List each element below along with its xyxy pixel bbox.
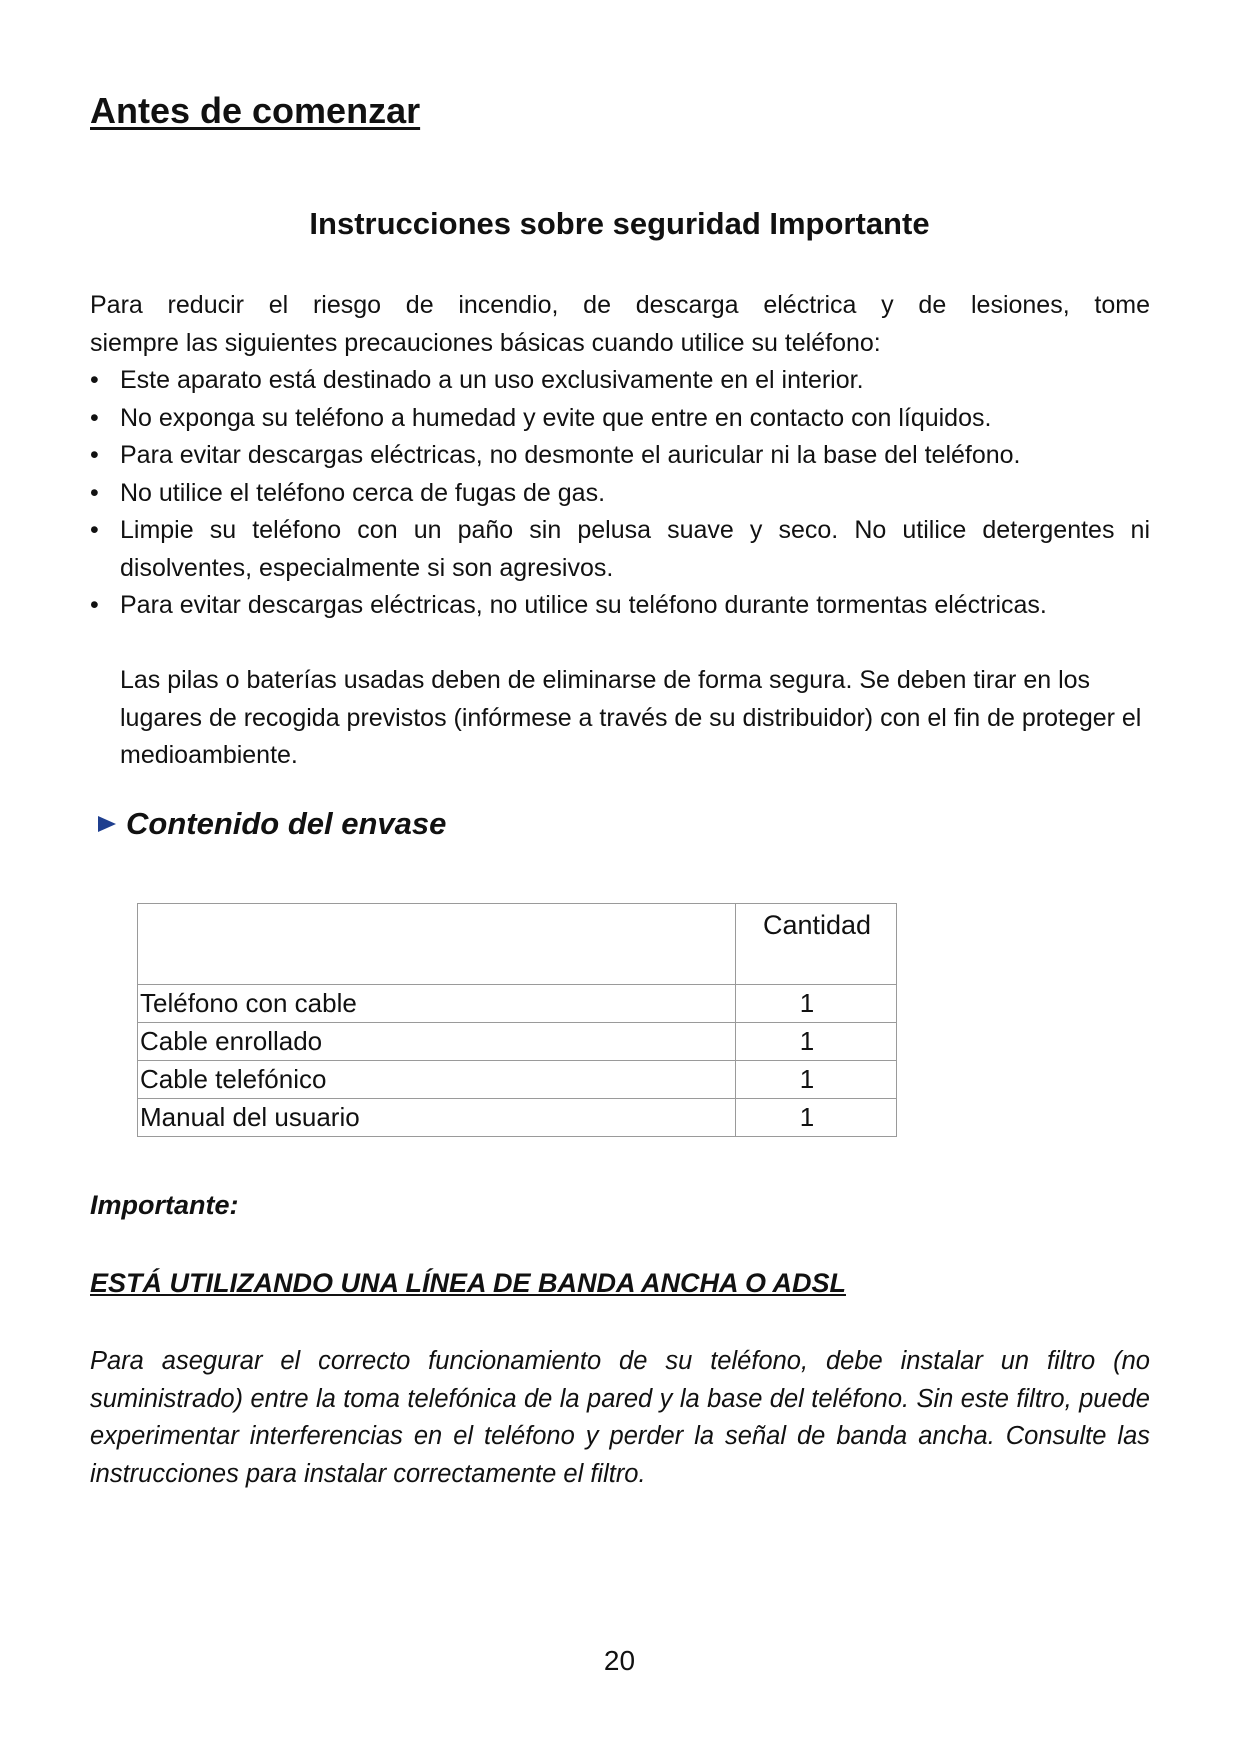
important-label: Importante: (90, 1190, 239, 1220)
table-row (138, 1061, 897, 1099)
intro-paragraph (90, 287, 1150, 362)
contents-table (137, 903, 897, 1137)
table-cell-item: Teléfono con cable (138, 985, 736, 1023)
table-header-row (138, 904, 897, 985)
adsl-heading: ESTÁ UTILIZANDO UNA LÍNEA DE BANDA ANCHA O ADSL (90, 1268, 846, 1298)
list-item (90, 437, 1150, 475)
bullet-icon: • (90, 478, 99, 507)
list-item (90, 512, 1150, 587)
page-heading: Antes de comenzar (90, 90, 421, 131)
adsl-paragraph: Para asegurar el correcto funcionamiento de su teléfono, debe instalar un filtro (no suministrado) entre la toma telefónica de la pared y la base del teléfono. Sin este filtro, puede experimentar interferencias en el teléfono y perder la señal de banda ancha. Consulte las instrucciones para instalar correctamente el filtro. (90, 1347, 1150, 1488)
list-item (90, 587, 1150, 625)
table-cell-qty: 1 (736, 1099, 897, 1137)
contents-section-title: Contenido del envase (126, 806, 447, 841)
table-cell-item: Manual del usuario (138, 1099, 736, 1137)
table-row (138, 1099, 897, 1137)
list-item (90, 400, 1150, 438)
list-item-text: Para evitar descargas eléctricas, no desmonte el auricular ni la base del teléfono. (120, 441, 1021, 469)
table-cell-qty: 1 (736, 1061, 897, 1099)
intro-line-2: siempre las siguientes precauciones básicas cuando utilice su teléfono: (90, 328, 881, 357)
bullet-icon: • (90, 516, 99, 544)
batteries-note: Las pilas o baterías usadas deben de eliminarse de forma segura. Se deben tirar en los lugares de recogida previstos (infórmese a través de su distribuidor) con el fin de proteger el medioambiente. (120, 666, 1142, 769)
play-arrow-icon (96, 813, 118, 835)
table-cell-item: Cable enrollado (138, 1023, 736, 1061)
table-cell-qty: 1 (736, 1023, 897, 1061)
bullet-icon: • (90, 441, 99, 469)
bullet-icon: • (90, 366, 99, 394)
list-item-text: Limpie su teléfono con un paño sin pelusa suave y seco. No utilice detergentes ni disolventes, especialmente si son agresivos. (120, 516, 1150, 582)
list-item-text: No exponga su teléfono a humedad y evite que entre en contacto con líquidos. (120, 403, 992, 432)
safety-list (90, 362, 1150, 625)
intro-line-1: Para reducir el riesgo de incendio, de descarga eléctrica y de lesiones, tome (90, 291, 1150, 319)
table-row (138, 1023, 897, 1061)
list-item (90, 475, 1150, 513)
safety-title: Instrucciones sobre seguridad Importante (309, 206, 930, 241)
bullet-icon: • (90, 591, 99, 619)
list-item-text: No utilice el teléfono cerca de fugas de gas. (120, 478, 606, 507)
contents-section-heading (96, 806, 446, 842)
bullet-icon: • (90, 403, 99, 432)
page-number: 20 (603, 1645, 636, 1676)
table-cell-qty: 1 (736, 985, 897, 1023)
list-item-text: Este aparato está destinado a un uso exclusivamente en el interior. (120, 366, 864, 394)
table-header-qty: Cantidad (736, 904, 897, 985)
table-header-item (138, 904, 736, 985)
table-cell-item: Cable telefónico (138, 1061, 736, 1099)
table-row (138, 985, 897, 1023)
list-item (90, 362, 1150, 400)
list-item-text: Para evitar descargas eléctricas, no utilice su teléfono durante tormentas eléctricas. (120, 591, 1047, 619)
